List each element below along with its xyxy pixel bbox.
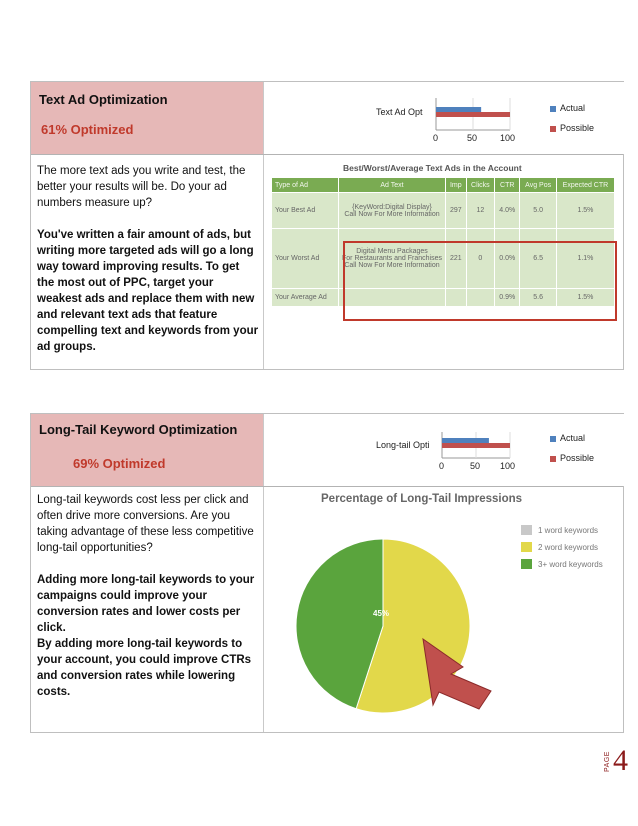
legend-possible-label: Possible	[560, 453, 595, 463]
ad-text-line: {KeyWord:Digital Display}	[352, 203, 432, 211]
bar-category-label: Text Ad Opt	[376, 107, 423, 117]
table-cell: 0.0%	[495, 229, 520, 289]
table-cell: Your Worst Ad	[272, 229, 339, 289]
legend-possible-swatch	[550, 456, 556, 462]
actual-bar	[442, 438, 489, 443]
mini-chart-panel	[263, 82, 624, 154]
pie-chart	[263, 501, 623, 731]
pie-legend-label: 3+ word keywords	[538, 560, 603, 569]
intro-paragraph: Long-tail keywords cost less per click and often drive more conversions. Are you taking advantage of these less competitive long-tail opportunities?	[37, 494, 254, 554]
table-header: CTR	[495, 178, 520, 193]
optimized-percent: 69% Optimized	[73, 456, 166, 471]
x-tick-100: 100	[500, 133, 516, 143]
table-header: Clicks	[466, 178, 494, 193]
pie-legend-swatch	[521, 525, 532, 535]
table-cell: 0	[466, 229, 494, 289]
long-tail-keyword-section	[30, 413, 624, 733]
legend-possible-swatch	[550, 126, 556, 132]
pie-legend-swatch	[521, 559, 532, 569]
x-tick-50: 50	[470, 461, 481, 471]
section-body	[31, 487, 623, 732]
pie-legend-label: 2 word keywords	[538, 543, 599, 552]
bar-chart-svg	[264, 414, 624, 486]
page-label: PAGE	[604, 751, 611, 772]
worst-ad-highlight	[343, 241, 617, 321]
x-tick-100: 100	[500, 461, 516, 471]
pie-chart-title: Percentage of Long-Tail Impressions	[321, 493, 523, 505]
table-cell: 297	[446, 193, 467, 229]
x-tick-0: 0	[433, 133, 439, 143]
bold-paragraph: By adding more long-tail keywords to your account, you could improve CTRs and conversion rates while lowering costs.	[37, 638, 252, 698]
possible-bar	[436, 112, 510, 117]
pie-data-label: 55%	[489, 639, 506, 648]
section-body	[31, 155, 623, 369]
ad-text-line: For Restaurants and Franchises	[342, 255, 442, 262]
table-cell: 0.9%	[495, 289, 520, 307]
section-header	[31, 414, 623, 487]
table-header: Type of Ad	[272, 178, 339, 193]
text-ad-optimization-section	[30, 81, 624, 370]
table-header: Imp	[446, 178, 467, 193]
table-header: Ad Text	[339, 178, 446, 193]
bold-paragraph: Adding more long-tail keywords to your campaigns could improve your conversion rates and lower costs per click.	[37, 574, 255, 634]
legend-possible-label: Possible	[560, 123, 595, 133]
table-cell: 1.5%	[556, 289, 614, 307]
ad-text-line: Call Now For More Information	[344, 210, 440, 218]
bar-chart-svg	[264, 82, 624, 154]
pie-legend-swatch	[521, 542, 532, 552]
legend-actual-swatch	[550, 436, 556, 442]
x-tick-50: 50	[467, 133, 478, 143]
x-tick-0: 0	[439, 461, 445, 471]
table-cell: 4.0%	[495, 193, 520, 229]
table-cell: 5.6	[520, 289, 556, 307]
table-header: Expected CTR	[556, 178, 614, 193]
bar-category-label: Long-tail Opti	[376, 440, 430, 450]
table-cell: 1.1%	[556, 229, 614, 289]
section-title: Text Ad Optimization	[39, 92, 168, 107]
section-header	[31, 82, 623, 155]
pie-legend-label: 1 word keywords	[538, 526, 599, 535]
table-cell: 221	[446, 229, 467, 289]
optimization-bar-chart	[264, 82, 624, 154]
table-cell: Your Best Ad	[272, 193, 339, 229]
actual-bar	[436, 107, 481, 112]
ad-text-line: Call Now For More Information	[344, 262, 440, 269]
legend-actual-swatch	[550, 106, 556, 112]
table-cell: 12	[466, 193, 494, 229]
section-text	[37, 492, 259, 700]
table-header-row	[272, 178, 615, 193]
legend-actual-label: Actual	[560, 103, 586, 113]
table-header: Avg Pos	[520, 178, 556, 193]
possible-bar	[442, 443, 510, 448]
table-cell: Your Average Ad	[272, 289, 339, 307]
optimized-percent: 61% Optimized	[41, 122, 134, 137]
section-title: Long-Tail Keyword Optimization	[39, 422, 238, 437]
intro-paragraph: The more text ads you write and test, the better your results will be. Do your ad numbers measure up?	[37, 165, 246, 209]
column-divider	[263, 155, 264, 369]
table-cell: 5.0	[520, 193, 556, 229]
mini-chart-panel	[263, 414, 624, 486]
bold-paragraph: You've written a fair amount of ads, but writing more targeted ads will go a long way toward improving results. To get the most out of PPC, target your weakest ads and replace them with new and relevant text ads that feature compelling text and keywords from your ad groups.	[37, 229, 259, 353]
optimization-bar-chart	[264, 414, 624, 486]
table-cell: 6.5	[520, 229, 556, 289]
pie-data-label: 45%	[373, 609, 390, 618]
page-number: 4	[613, 744, 628, 777]
table-row	[272, 193, 615, 229]
legend-actual-label: Actual	[560, 433, 586, 443]
table-title: Best/Worst/Average Text Ads in the Account	[343, 163, 522, 173]
table-cell: 1.5%	[556, 193, 614, 229]
table-cell-ad-text	[339, 193, 446, 229]
section-text	[37, 163, 259, 355]
ad-text-line: Digital Menu Packages	[356, 248, 428, 255]
